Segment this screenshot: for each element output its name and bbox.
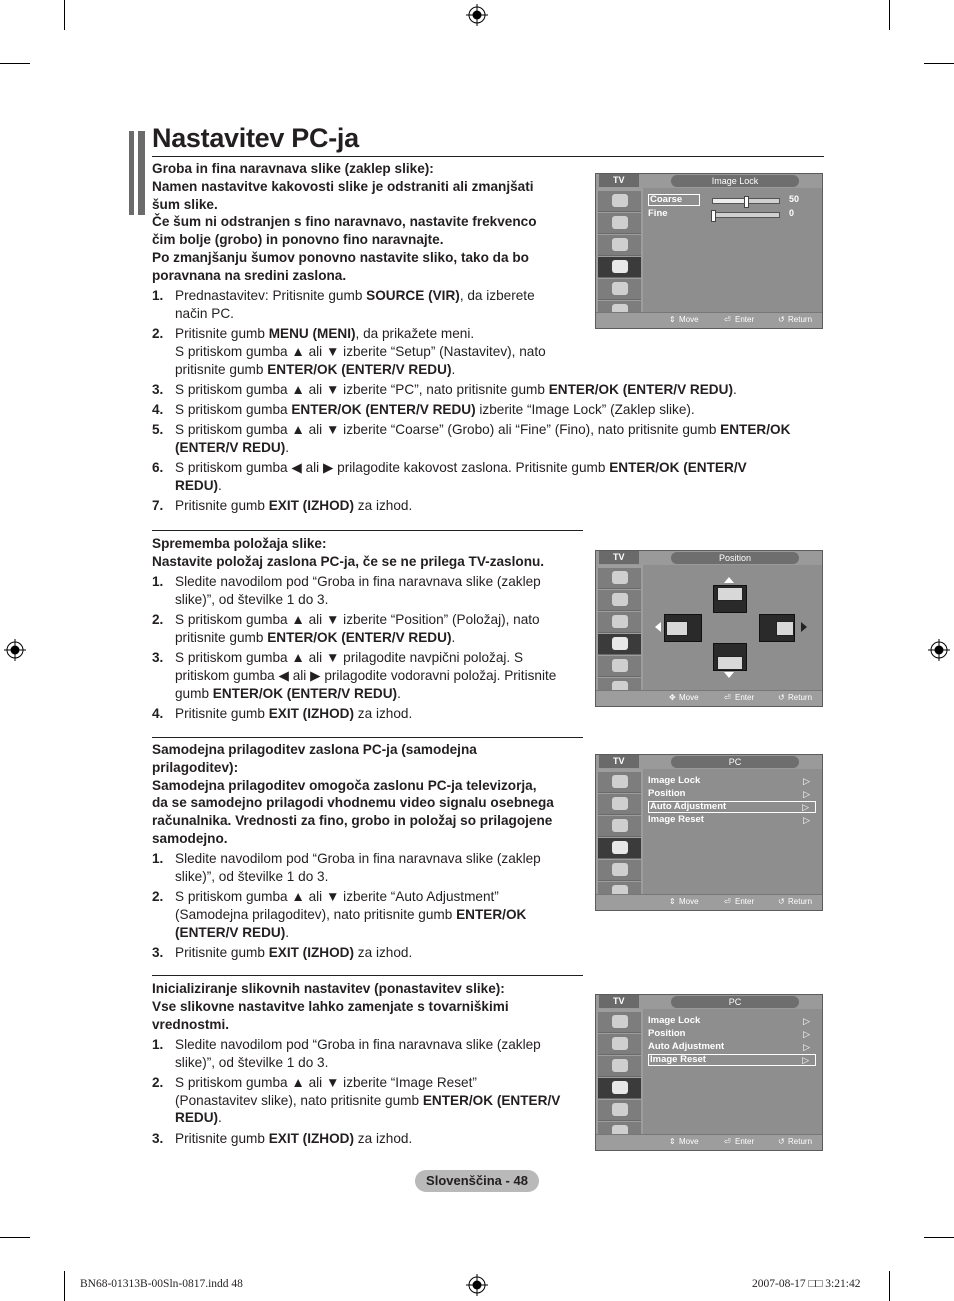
step-line: slike)”, od številke 1 do 3. [175,868,329,884]
return-icon: ↺ [778,315,785,324]
step-line: način PC. [175,305,234,321]
osd-item-label: Image Reset [648,814,704,825]
picture-icon [598,191,641,212]
step-item [152,497,824,515]
osd-main [643,188,822,313]
step-line: Pritisnite gumb EXIT (IZHOD) za izhod. [175,498,413,514]
setup-icon [598,838,641,859]
print-slug-right: 2007-08-17 □□ 3:21:42 [752,1278,861,1290]
osd-item-label: Coarse [650,194,683,205]
sound-icon [598,590,641,611]
crop-mark [64,0,65,30]
step-number: 3. [152,649,164,665]
step-line: S pritiskom gumba ◀ ali ▶ prilagodite kakovost zaslona. Pritisnite gumb ENTER/OK (ENTER/V [175,460,747,476]
step-number: 7. [152,498,164,514]
fine-slider-thumb [711,210,716,222]
step-number: 4. [152,705,164,721]
osd-sidebar [596,1009,643,1135]
osd-item-label: Position [648,1028,686,1039]
coarse-slider[interactable] [712,198,780,204]
footer-enter: Enter [735,315,755,324]
input-icon [598,279,641,300]
heading-line: Groba in fina naravnava slike (zaklep slike): [152,161,434,176]
osd-item-label: Image Reset [650,1054,706,1065]
osd-item-coarse[interactable] [648,194,700,206]
osd-menu-item[interactable] [648,775,816,787]
step-line: S pritiskom gumba ENTER/OK (ENTER/V REDU) izberite “Image Lock” (Zaklep slike). [175,401,695,417]
channel-icon [598,235,641,256]
move-icon: ⇕ [669,1137,676,1146]
footer-move: Move [679,1137,699,1146]
step-number: 2. [152,325,164,341]
heading-line: čim bolje (grobo) in ponovno fino naravnajte. [152,232,444,248]
step-line: S pritiskom gumba ▲ ali ▼ izberite “Coarse” (Grobo) ali “Fine” (Fino), nato pritisnite gumb ENTER/OK [175,422,791,438]
step-line: slike)”, od številke 1 do 3. [175,1054,329,1070]
osd-pc-menu-reset [595,994,823,1151]
page-number-label: Slovenščina - 48 [415,1170,539,1192]
osd-item-label: Image Lock [648,775,701,786]
step-number: 3. [152,944,164,960]
enter-icon: ⏎ [724,315,731,324]
heading-line: Če šum ni odstranjen s fino naravnavo, nastavite frekvenco [152,214,537,230]
step-item [152,1074,582,1127]
osd-item-label: Fine [648,208,668,219]
title-accent-stripe [134,131,138,215]
step-line: gumb ENTER/OK (ENTER/V REDU). [175,685,401,701]
osd-item-label: Auto Adjustment [648,1041,725,1052]
step-item [152,611,582,647]
step-item [152,1036,582,1072]
step-number: 2. [152,611,164,627]
print-slug-left: BN68-01313B-00Sln-0817.indd 48 [80,1278,243,1290]
steps-list [152,1036,582,1148]
step-line: pritiskom gumba ◀ ali ▶ prilagodite vodoravni položaj. Pritisnite [175,667,557,683]
crop-mark [64,1271,65,1301]
step-item [152,381,824,399]
step-number: 1. [152,573,164,589]
step-line: pritisnite gumb ENTER/OK (ENTER/V REDU). [175,629,456,645]
step-number: 4. [152,401,164,417]
footer-move: Move [679,315,699,324]
setup-icon [598,1078,641,1099]
step-number: 3. [152,1130,164,1146]
osd-main [643,565,822,691]
osd-menu-item[interactable] [648,1015,816,1027]
crop-mark [0,1237,30,1238]
sound-icon [598,1034,641,1055]
section-image-reset [152,980,582,1147]
step-line: (Ponastavitev slike), nato pritisnite gumb ENTER/OK (ENTER/V [175,1092,561,1108]
crop-mark [0,63,30,64]
heading-line: Namen nastavitve kakovosti slike je odstraniti ali zmanjšati [152,178,534,194]
osd-tv-label: TV [599,551,639,564]
step-number: 3. [152,381,164,397]
registration-mark-icon [466,1274,488,1296]
osd-header: Image Lock [671,175,799,187]
osd-footer [596,894,822,910]
step-line: pritisnite gumb ENTER/OK (ENTER/V REDU). [175,361,456,377]
heading-line: vrednostmi. [152,1016,230,1032]
step-item [152,649,582,702]
footer-move: Move [679,693,699,702]
osd-menu-item[interactable] [648,788,816,800]
osd-footer [596,312,822,328]
osd-menu-item[interactable] [648,1041,816,1053]
return-icon: ↺ [778,1137,785,1146]
coarse-value: 50 [789,194,800,204]
osd-item-label: Position [648,788,686,799]
osd-main [643,769,822,895]
osd-item-label: Auto Adjustment [650,801,727,812]
osd-footer [596,690,822,706]
step-item [152,401,824,419]
step-line: REDU). [175,1110,222,1126]
move-icon: ⇕ [669,315,676,324]
picture-icon [598,772,641,793]
osd-menu-item[interactable] [648,1028,816,1040]
step-line: (ENTER/V REDU). [175,439,290,455]
osd-position [595,550,823,707]
heading-line: poravnana na sredini zaslona. [152,267,347,283]
submenu-arrow-icon: ▷ [802,1055,809,1065]
left-arrow-icon[interactable] [655,622,661,632]
heading-line: Inicializiranje slikovnih nastavitev (ponastavitev slike): [152,981,505,996]
step-item [152,459,824,495]
step-number: 1. [152,851,164,867]
steps-list [152,850,582,962]
submenu-arrow-icon: ▷ [802,802,809,812]
submenu-arrow-icon: ▷ [803,776,810,786]
move-icon: ✥ [669,693,676,702]
step-item [152,421,824,457]
sound-icon [598,213,641,234]
setup-icon [598,634,641,655]
step-number: 2. [152,1074,164,1090]
step-line: Pritisnite gumb EXIT (IZHOD) za izhod. [175,944,413,960]
step-line: Sledite navodilom pod “Groba in fina naravnava slike (zaklep [175,1036,541,1052]
osd-menu-item[interactable] [648,801,816,813]
position-left-preview [664,614,702,642]
osd-sidebar [596,188,643,313]
heading-line: da se samodejno prilagodi vhodnemu video signalu osebnega [152,795,554,811]
enter-icon: ⏎ [724,693,731,702]
picture-icon [598,1012,641,1033]
section-divider [152,737,583,738]
step-line: Sledite navodilom pod “Groba in fina naravnava slike (zaklep [175,573,541,589]
position-up-preview [713,585,747,613]
step-line: REDU). [175,477,222,493]
heading-line: samodejno. [152,830,228,846]
registration-mark-icon [4,639,26,661]
position-down-preview [713,643,747,671]
osd-tv-label: TV [599,995,639,1008]
osd-pc-menu-auto [595,754,823,911]
step-line: Pritisnite gumb EXIT (IZHOD) za izhod. [175,1130,413,1146]
step-line: (Samodejna prilagoditev), nato pritisnite gumb ENTER/OK [175,906,527,922]
heading-line: prilagoditev): [152,759,239,775]
step-number: 6. [152,460,164,476]
crop-mark [924,1237,954,1238]
title-rule [152,156,824,157]
step-item [152,888,582,941]
registration-mark-icon [928,639,950,661]
position-right-preview [759,614,795,642]
coarse-slider-thumb [744,196,749,208]
footer-return: Return [788,315,813,324]
step-line: Sledite navodilom pod “Groba in fina naravnava slike (zaklep [175,851,541,867]
heading-line: računalnika. Vrednosti za fino, grobo in položaj so prilagojene [152,813,553,829]
enter-icon: ⏎ [724,897,731,906]
page-title: Nastavitev PC-ja [152,123,359,153]
picture-icon [598,568,641,589]
step-line: S pritiskom gumba ▲ ali ▼ prilagodite navpični položaj. S [175,649,524,665]
step-item [152,705,582,723]
heading-line: Vse slikovne nastavitve lahko zamenjate s tovarniškimi [152,998,509,1014]
footer-enter: Enter [735,897,755,906]
return-icon: ↺ [778,693,785,702]
step-line: S pritiskom gumba ▲ ali ▼ izberite “Auto Adjustment” [175,889,499,905]
osd-tv-label: TV [599,174,639,187]
up-arrow-icon[interactable] [724,577,734,583]
submenu-arrow-icon: ▷ [803,815,810,825]
section-position [152,535,582,723]
step-line: Pritisnite gumb MENU (MENI), da prikažete meni. [175,325,475,341]
footer-enter: Enter [735,693,755,702]
crop-mark [889,1271,890,1301]
footer-return: Return [788,897,813,906]
heading-line: Sprememba položaja slike: [152,536,327,551]
step-item [152,1130,582,1148]
osd-menu-item[interactable] [648,814,816,826]
fine-value: 0 [789,208,795,218]
section-divider [152,530,583,531]
sound-icon [598,794,641,815]
footer-enter: Enter [735,1137,755,1146]
input-icon [598,1100,641,1121]
section-divider [152,975,583,976]
submenu-arrow-icon: ▷ [803,1042,810,1052]
section-heading [152,741,582,848]
section-auto-adjustment [152,741,582,962]
section-heading [152,980,582,1033]
step-item [152,944,582,962]
heading-line: Po zmanjšanju šumov ponovno nastavite sliko, tako da bo [152,249,529,265]
osd-menu-item[interactable] [648,1054,816,1066]
heading-line: Nastavite položaj zaslona PC-ja, če se ne prilega TV-zaslonu. [152,553,545,569]
footer-return: Return [788,693,813,702]
fine-slider[interactable] [712,212,780,218]
channel-icon [598,816,641,837]
steps-list [152,573,582,723]
footer-move: Move [679,897,699,906]
section-heading [152,535,582,571]
step-line: S pritiskom gumba ▲ ali ▼ izberite “Position” (Položaj), nato [175,611,540,627]
step-number: 1. [152,1036,164,1052]
osd-sidebar [596,565,643,691]
down-arrow-icon[interactable] [724,672,734,678]
step-line: Pritisnite gumb EXIT (IZHOD) za izhod. [175,705,413,721]
heading-line: Samodejna prilagoditev zaslona PC-ja (samodejna [152,742,477,757]
footer-return: Return [788,1137,813,1146]
submenu-arrow-icon: ▷ [803,1016,810,1026]
step-number: 1. [152,287,164,303]
coarse-slider-fill [713,199,746,203]
channel-icon [598,612,641,633]
registration-mark-icon [466,4,488,26]
osd-main [643,1009,822,1135]
step-line: slike)”, od številke 1 do 3. [175,591,329,607]
move-icon: ⇕ [669,897,676,906]
osd-tv-label: TV [599,755,639,768]
step-item [152,850,582,886]
step-line: Prednastavitev: Pritisnite gumb SOURCE (VIR), da izberete [175,287,535,303]
osd-header: PC [671,756,799,768]
channel-icon [598,1056,641,1077]
osd-image-lock [595,173,823,329]
submenu-arrow-icon: ▷ [803,789,810,799]
step-line: S pritiskom gumba ▲ ali ▼ izberite “Setup” (Nastavitev), nato [175,343,546,359]
input-icon [598,860,641,881]
step-item [152,573,582,609]
step-line: S pritiskom gumba ▲ ali ▼ izberite “Image Reset” [175,1074,477,1090]
step-line: (ENTER/V REDU). [175,924,290,940]
enter-icon: ⏎ [724,1137,731,1146]
step-line: S pritiskom gumba ▲ ali ▼ izberite “PC”, nato pritisnite gumb ENTER/OK (ENTER/V REDU). [175,381,737,397]
osd-footer [596,1134,822,1150]
osd-header: PC [671,996,799,1008]
step-number: 5. [152,422,164,438]
osd-item-label: Image Lock [648,1015,701,1026]
right-arrow-icon[interactable] [801,622,807,632]
osd-sidebar [596,769,643,895]
step-number: 2. [152,889,164,905]
submenu-arrow-icon: ▷ [803,1029,810,1039]
crop-mark [924,63,954,64]
crop-mark [889,0,890,30]
return-icon: ↺ [778,897,785,906]
heading-line: Samodejna prilagoditev omogoča zaslonu PC-ja televizorja, [152,777,537,793]
osd-header: Position [671,552,799,564]
heading-line: šum slike. [152,196,218,212]
setup-icon [598,257,641,278]
step-item [152,325,824,378]
input-icon [598,656,641,677]
